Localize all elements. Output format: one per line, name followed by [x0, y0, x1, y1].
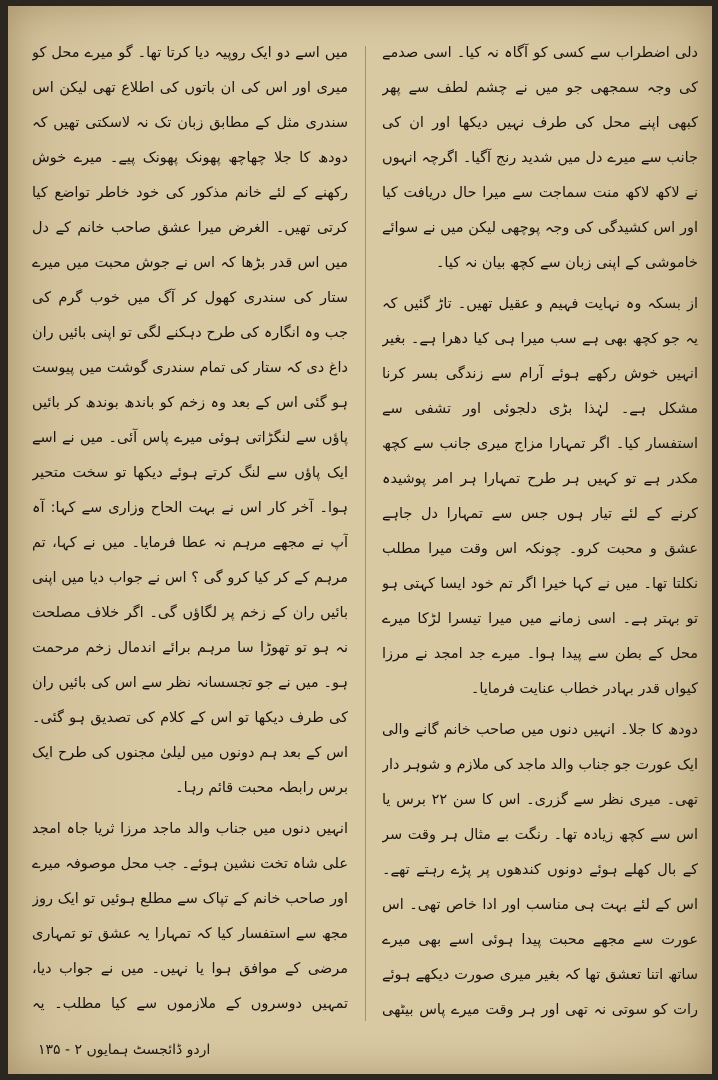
paragraph: دلی اضطراب سے کسی کو آگاہ نہ کیا۔ اسی صدمے کی وجہ سمجھی جو میں نے چشم لطف سے پھر کبھی اپنے محل کی طرف نہیں دیکھا اور ان کی جانب سے میرے دل میں شدید رنج آگیا۔ اگرچہ انہوں نے لاکھ لاکھ منت سماجت سے میرا حال دریافت کیا اور اس کشیدگی کی وجہ پوچھی لیکن میں نے سوائے خاموشی کے اپنی زبان سے کچھ بیان نہ کیا۔: [382, 45, 698, 271]
right-text-column: [382, 36, 698, 1026]
column-divider: [365, 46, 366, 1021]
paragraph: از بسکہ وہ نہایت فہیم و عقیل تھیں۔ تاڑ گئیں کہ یہ جو کچھ بھی ہے سب میرا ہی کیا دھرا ہے۔ بغیر انہیں خوش رکھے ہوئے آرام سے زندگی بسر کرنا مشکل ہے۔ لہٰذا بڑی دلجوئی اور تشفی سے استفسار کیا۔ اگر تمہارا مزاج میری جانب سے کچھ مکدر ہے تو کہیں ہر طرح تمہارا ہر امر پوشیدہ کرنے کے لئے تیار ہوں جس سے تمہارا دل جاہے عشق و محبت کرو۔ چونکہ اس وقت میرا مطلب نکلتا تھا۔ میں نے کہا خیرا اگر تم خود ایسا کہتی ہو تو بہتر ہے۔ اسی زمانے میں میرا تیسرا لڑکا میرے محل کے بطن سے پیدا ہوا۔ میرے جد امجد نے مرزا کیواں قدر بہادر خطاب عنایت فرمایا۔: [382, 296, 698, 697]
paragraph: دودھ کا جلا۔ انہیں دنوں میں صاحب خانم گانے والی ایک عورت جو جناب والد ماجد کی ملازم و شوہر دار تھی۔ میری نظر سے گزری۔ اس کا سن ۲۲ برس یا اس سے کچھ زیادہ تھا۔ رنگت بے مثال ہر وقت سر کے بال کھلے ہوئے دونوں کندھوں پر پڑے رہتے تھے۔ اس کے لئے بہت ہی مناسب اور ادا خاص تھی۔ اس عورت سے مجھے محبت پیدا ہوئی اسے بھی میرے ساتھ اتنا تعشق تھا کہ بغیر میری صورت دیکھے ہوئے رات کو سوتی نہ تھی اور ہر وقت میرے پاس بیٹھی: [382, 722, 698, 1018]
paragraph: میں اسے دو ایک روپیہ دیا کرتا تھا۔ گو میرے محل کو میری اور اس کی ان باتوں کی اطلاع تھی لیکن اس سندری مثل کے مطابق زبان تک نہ لاسکتی تھیں کہ دودھ کا جلا چھاچھ پھونک پھونک پیے۔ میرے خوش رکھنے کے لئے خانم مذکور کی خود خاطر تواضع کیا کرتی تھیں۔ الغرض میرا عشق صاحب خانم کے دل میں اس قدر بڑھا کہ اس نے جوش محبت میں میرے ستار کی سندری کھول کر آگ میں خوب گرم کی جب وہ انگارہ کی طرح دہکنے لگی تو اپنی بائیں ران داغ دی کہ ستار کی تمام سندری گوشت میں پیوست ہو گئی اس کے بعد وہ زخم کو باندھ بوندھ کر بائیں پاؤں سے لنگڑاتی ہوئی میرے پاس آئی۔ میں نے اسے ایک پاؤں سے لنگ کرتے ہوئے دیکھا تو سخت متحیر ہوا۔ آخر کار اس نے بہت الحاح وزاری سے کہا: آہ آپ نے مجھے مرہم نہ عطا فرمایا۔ میں نے کہا، تم مرہم کے کر کیا کرو گی ؟ اس نے جواب دیا میں اپنی بائیں ران کے زخم پر لگاؤں گی۔ اگر خلاف مصلحت نہ ہو تو تھوڑا سا مرہم برائے اندمال زخم مرحمت ہو۔ میں نے جو تجسسانہ نظر سے اس کی بائیں ران کی طرف دیکھا تو اس کے کلام کی تصدیق ہو گئی۔ اس کے بعد ہم دونوں میں لیلیٰ مجنوں کی طرح ایک برس رابطہ محبت قائم رہا۔: [32, 45, 348, 796]
book-page: [8, 6, 712, 1074]
left-text-column: [32, 36, 348, 1026]
page-footer: اردو ڈائجسٹ ہمایوں ۲ - ۱۳۵: [38, 1042, 211, 1058]
paragraph: انہیں دنوں میں جناب والد ماجد مرزا ثریا جاہ امجد علی شاہ تخت نشین ہوئے۔ جب محل موصوفہ میرے اور صاحب خانم کے تپاک سے مطلع ہوئیں تو ایک روز مجھ سے استفسار کیا کہ تمہارا یہ عشق تو تمہاری مرضی کے موافق ہوا یا نہیں۔ میں نے جواب دیا، تمہیں دوسروں کے ملازموں سے کیا مطلب۔ یہ: [32, 821, 348, 1012]
